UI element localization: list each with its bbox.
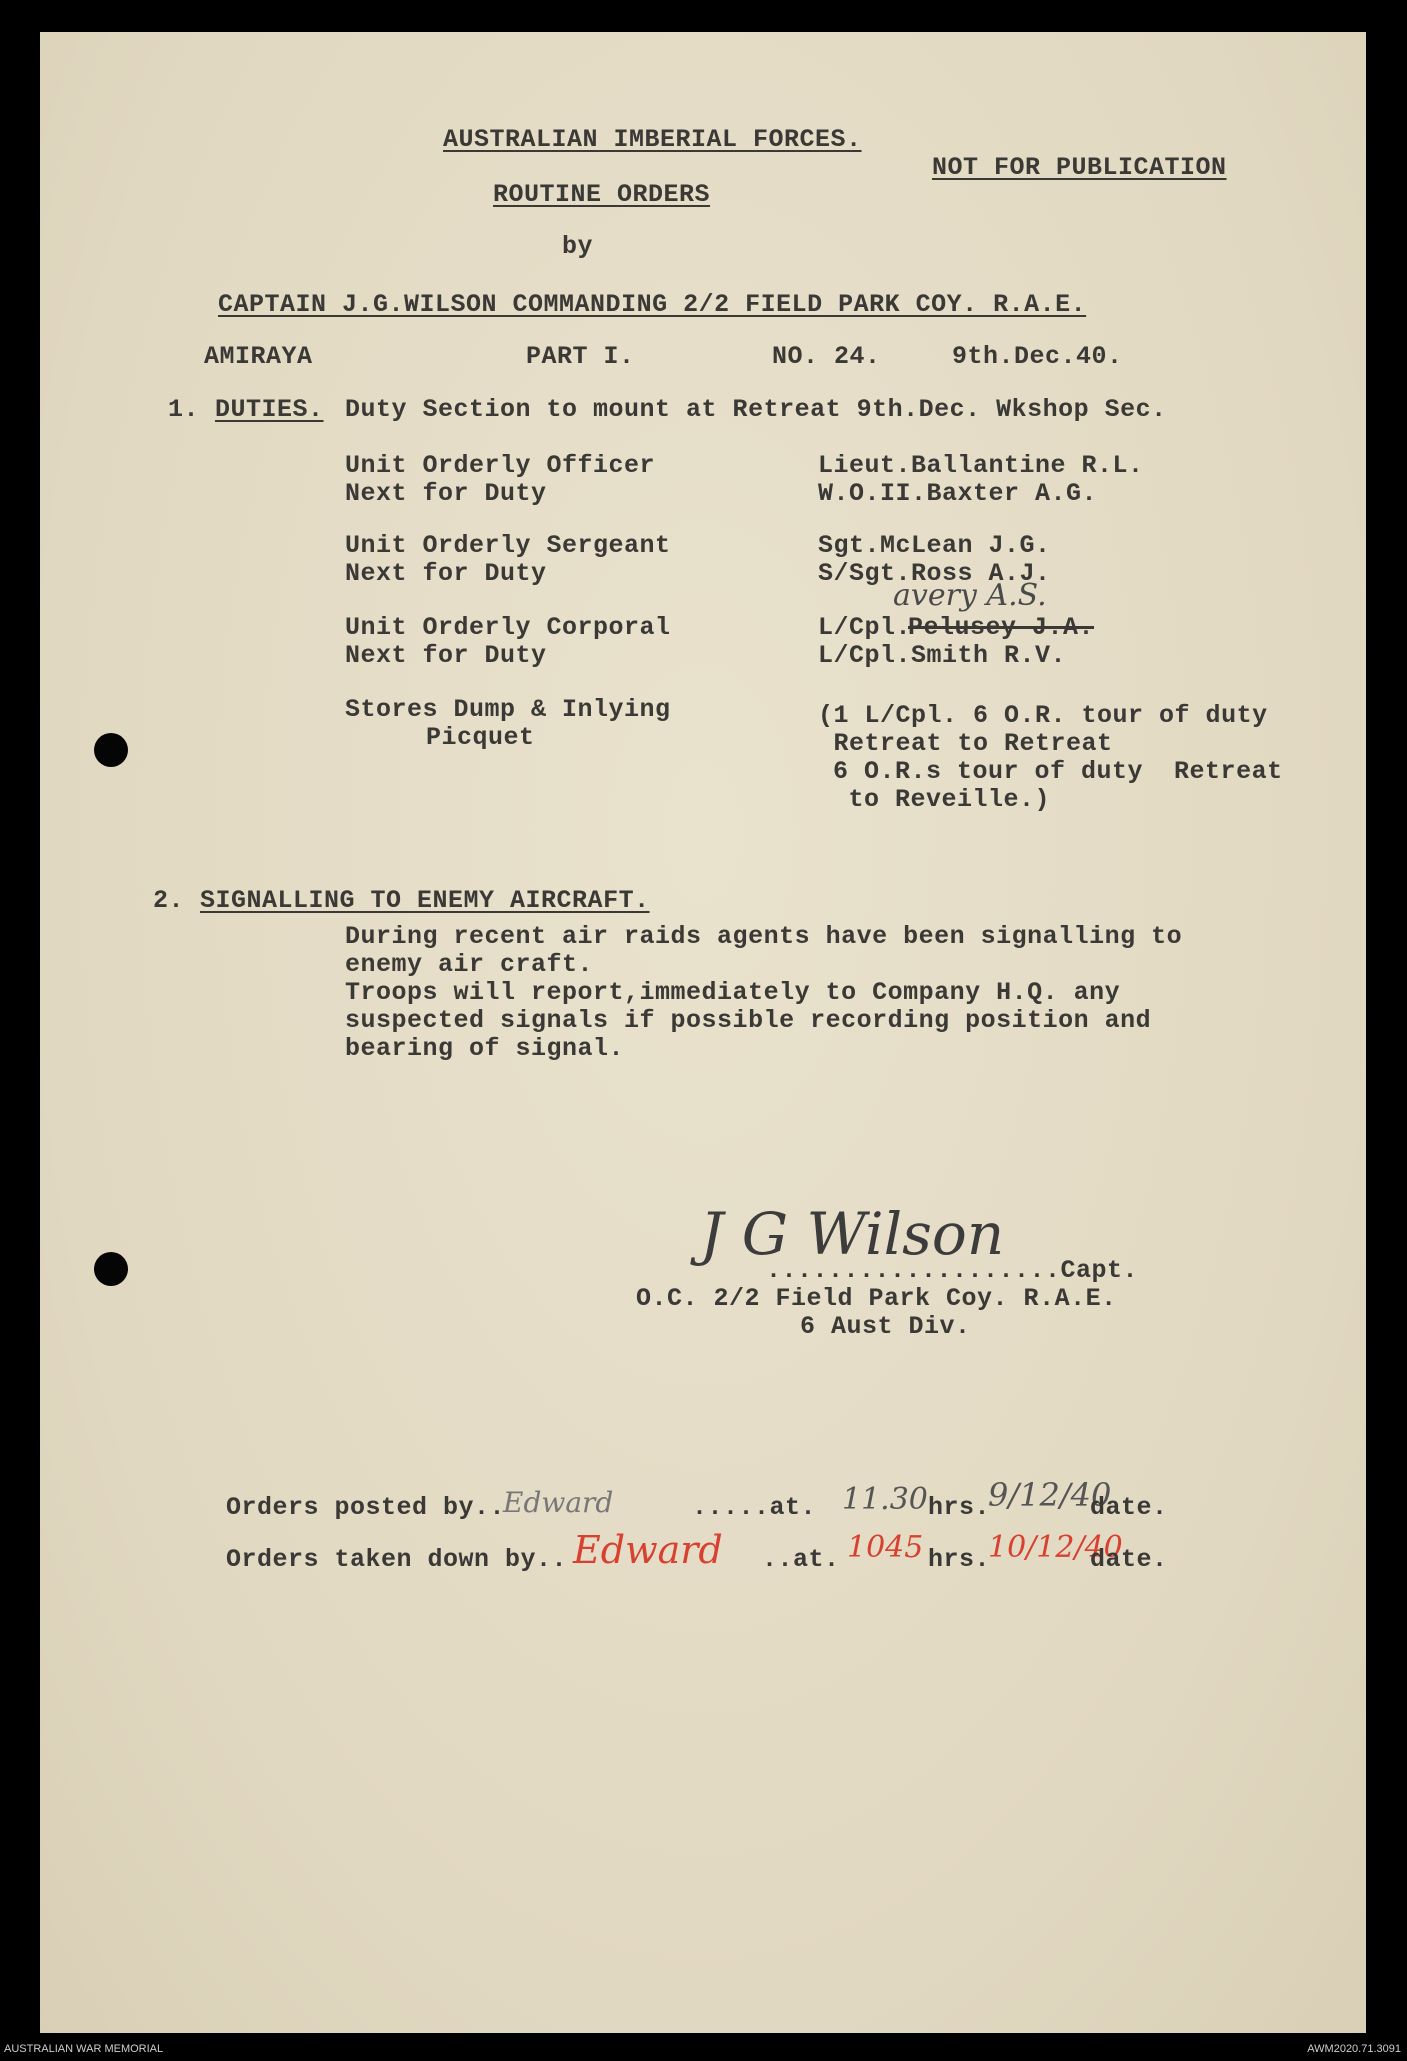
commander-line: CAPTAIN J.G.WILSON COMMANDING 2/2 FIELD PARK COY. R.A.E. <box>218 290 1087 319</box>
taken-by-handwritten: Edward <box>573 1528 723 1572</box>
stores-role: Stores Dump & Inlying <box>345 695 671 724</box>
signalling-heading: SIGNALLING TO ENEMY AIRCRAFT. <box>200 886 650 915</box>
taken-at-label: ..at. <box>762 1545 840 1574</box>
place: AMIRAYA <box>204 342 313 371</box>
taken-time-handwritten: 1045 <box>847 1530 924 1565</box>
duties-intro: Duty Section to mount at Retreat 9th.Dec. Wkshop Sec. <box>345 395 1167 424</box>
order-number: NO. 24. <box>772 342 881 371</box>
punch-hole <box>94 733 128 767</box>
signature-capt: ...................Capt. <box>766 1256 1139 1285</box>
taken-hrs-label: hrs. <box>928 1545 991 1574</box>
duty-role: Next for Duty <box>345 641 547 670</box>
not-for-publication-label: NOT FOR PUBLICATION <box>932 153 1227 182</box>
stores-text: (1 L/Cpl. 6 O.R. tour of duty <box>818 701 1268 730</box>
signature: J G Wilson <box>700 1200 1005 1268</box>
posted-date-handwritten: 9/12/40 <box>988 1476 1112 1514</box>
duty-name: Lieut.Ballantine R.L. <box>818 451 1144 480</box>
stores-text: to Reveille.) <box>833 785 1051 814</box>
duty-role: Next for Duty <box>345 559 547 588</box>
duty-role: Unit Orderly Officer <box>345 451 656 480</box>
posted-at-label: .....at. <box>692 1493 817 1522</box>
signalling-text: suspected signals if possible recording position and <box>345 1006 1152 1035</box>
order-date: 9th.Dec.40. <box>952 342 1123 371</box>
posted-date-label: date. <box>1090 1493 1168 1522</box>
struck-name: Pelusey J.A. <box>908 613 1095 642</box>
stores-text: Retreat to Retreat <box>818 729 1113 758</box>
punch-hole <box>94 1252 128 1286</box>
stores-role: Picquet <box>426 723 535 752</box>
part-number: PART I. <box>526 342 635 371</box>
handwritten-correction: avery A.S. <box>893 578 1047 613</box>
stores-text: 6 O.R.s tour of duty Retreat <box>833 757 1283 786</box>
duty-name: Sgt.McLean J.G. <box>818 531 1051 560</box>
orders-taken-label: Orders taken down by.. <box>226 1545 568 1574</box>
document-title: AUSTRALIAN IMBERIAL FORCES. <box>443 125 862 154</box>
footer-left: AUSTRALIAN WAR MEMORIAL <box>4 2043 164 2055</box>
duty-role: Next for Duty <box>345 479 547 508</box>
duty-name: L/Cpl.Smith R.V. <box>818 641 1067 670</box>
duty-name-prefix: L/Cpl. <box>818 613 912 642</box>
signalling-text: During recent air raids agents have been signalling to <box>345 922 1183 951</box>
taken-date-handwritten: 10/12/40 <box>988 1530 1123 1565</box>
orders-posted-label: Orders posted by.. <box>226 1493 506 1522</box>
duty-name: W.O.II.Baxter A.G. <box>818 479 1098 508</box>
posted-time-handwritten: 11.30 <box>842 1482 928 1517</box>
duty-name: S/Sgt.Ross A.J. <box>818 559 1051 588</box>
duty-role: Unit Orderly Corporal <box>345 613 671 642</box>
signature-unit: O.C. 2/2 Field Park Coy. R.A.E. <box>636 1284 1117 1313</box>
duties-heading: DUTIES. <box>215 395 324 424</box>
signalling-text: enemy air craft. <box>345 950 594 979</box>
posted-by-handwritten: Edward <box>503 1486 614 1519</box>
duty-role: Unit Orderly Sergeant <box>345 531 671 560</box>
footer-right: AWM2020.71.3091 <box>1307 2043 1401 2055</box>
duties-number: 1. <box>168 395 200 424</box>
taken-date-label: date. <box>1090 1545 1168 1574</box>
routine-orders-heading: ROUTINE ORDERS <box>493 180 711 209</box>
posted-hrs-label: hrs. <box>928 1493 991 1522</box>
signalling-number: 2. <box>153 886 185 915</box>
signature-division: 6 Aust Div. <box>800 1312 971 1341</box>
signalling-text: bearing of signal. <box>345 1034 625 1063</box>
by-label: by <box>562 232 594 261</box>
signalling-text: Troops will report,immediately to Company H.Q. any <box>345 978 1121 1007</box>
